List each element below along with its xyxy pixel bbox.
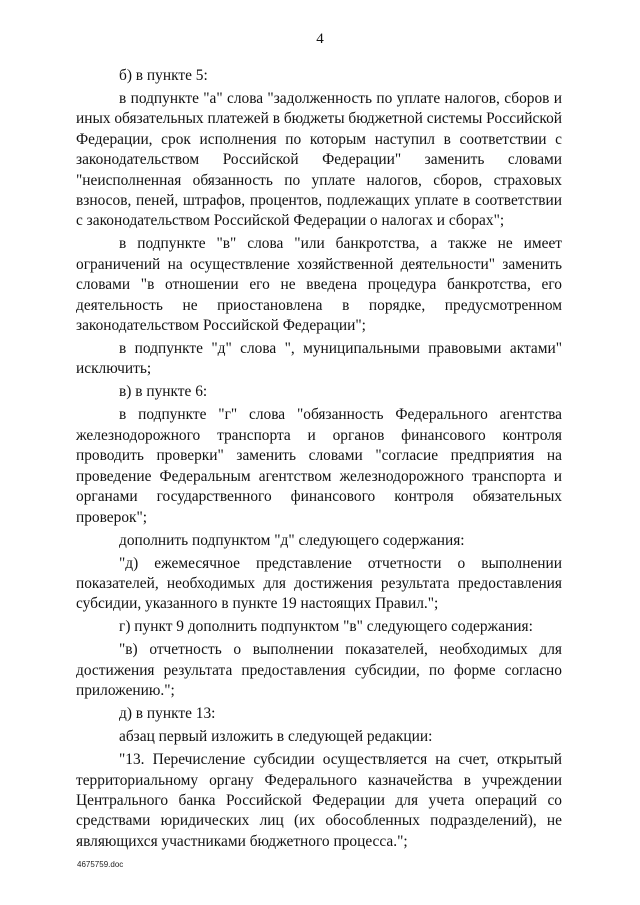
document-body [76,66,562,855]
paragraph-item-g-point-9: г) пункт 9 дополнить подпунктом "в" следующего содержания: [119,618,533,636]
paragraph-subpoint-v: в подпункте "в" слова "или банкротства, а также не имеет ограничений на осуществление хозяйственной деятельности" заменить словами "в отношении его не введена процедура банкротства, его деятельность не приостановлена в порядке, предусмотренном законодательством Российской Федерации"; [76,235,562,335]
paragraph-item-v-point-6: в) в пункте 6: [119,383,208,401]
paragraph-item-b-point-5: б) в пункте 5: [119,67,208,84]
paragraph-item-d-point-13: д) в пункте 13: [119,705,216,723]
footer-doc-code: 4675759.doc [77,860,124,869]
paragraph-point-13-text: "13. Перечисление субсидии осуществляется на счет, открытый территориальному органу Федерального казначейства в учреждении Центрального банка Российской Федерации для учета операций со средствами юридических лиц (их обособленных подразделений), не являющихся участниками бюджетного процесса."; [76,751,562,850]
paragraph-subpoint-a: в подпункте "а" слова "задолженность по уплате налогов, сборов и иных обязательных платежей в бюджеты бюджетной системы Российской Федерации, срок исполнения по которым наступил в соответствии с законодательством Российской Федерации" заменить словами "неисполненная обязанность по уплате налогов, сборов, страховых взносов, пеней, штрафов, процентов, подлежащих уплате в соответствии с законодательством Российской Федерации о налогах и сборах"; [76,90,562,230]
paragraph-first-abzac: абзац первый изложить в следующей редакции: [119,728,433,746]
page-number: 4 [316,31,324,47]
paragraph-add-subpoint-d: дополнить подпунктом "д" следующего содержания: [119,531,465,549]
paragraph-subpoint-g: в подпункте "г" слова "обязанность Федерального агентства железнодорожного транспорта и органов финансового контроля проводить проверки" заменить словами "согласие предприятия на проведение Федеральным агентством железнодорожного транспорта и органами государственного финансового контроля обязательных проверок"; [76,406,562,526]
paragraph-new-subpoint-d: "д) ежемесячное представление отчетности о выполнении показателей, необходимых для достижения результата предоставления субсидии, указанного в пункте 19 настоящих Правил."; [76,554,562,613]
paragraph-subpoint-d: в подпункте "д" слова ", муниципальными правовыми актами" исключить; [76,340,562,378]
paragraph-new-subpoint-v: "в) отчетность о выполнении показателей, необходимых для достижения результата предоставления субсидии, по форме согласно приложению."; [76,641,562,700]
